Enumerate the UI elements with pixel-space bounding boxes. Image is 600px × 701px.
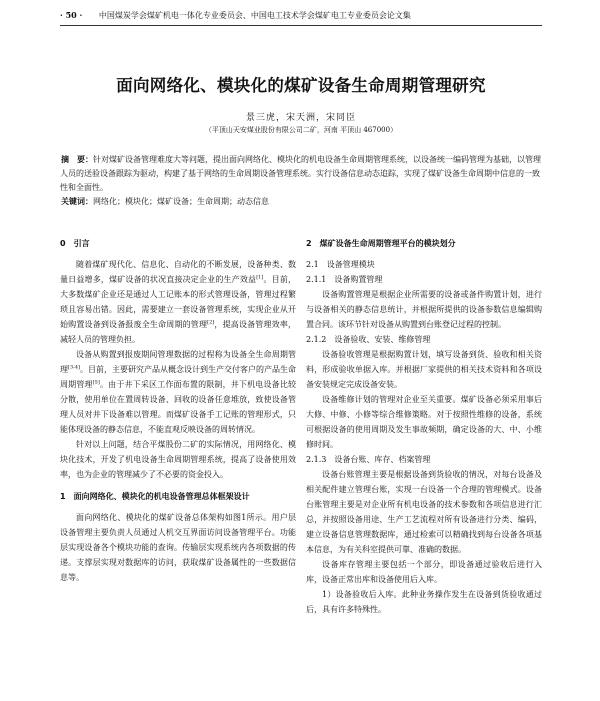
paper-title: 面向网络化、模块化的煤矿设备生命周期管理研究 <box>116 76 486 95</box>
inventory-item-1: 1）设备验收后入库。此种业务操作发生在设备到货验收通过后，具有许多特殊性。 <box>306 590 542 614</box>
citation: [3-4] <box>68 364 80 371</box>
purchase-paragraph: 设备购置管理是根据企业所需要的设备或备件购置计划，进行与设备相关的静态信息统计，并根据所提供的设备参数信息编辑购置合同。该环节针对设备从购置到台账登记过程的控制。 <box>306 290 542 329</box>
abstract-label: 摘 要： <box>61 155 93 164</box>
intro-paragraph-2 <box>60 347 296 437</box>
abstract-block <box>60 153 542 209</box>
keywords-label: 关键词： <box>61 197 93 206</box>
subsection-2-1-2-heading: 2.1.2 设备验收、安装、维修管理 <box>306 335 431 344</box>
citation: [1] <box>256 274 264 281</box>
text-run: 设备从购置到报废期间管理数据的过程称为设备全生命周期管理 <box>60 350 296 374</box>
running-header <box>60 10 540 21</box>
text-run: 。目前，大多数煤矿企业还是通过人工记账本的形式管理设备，管理过程繁琐且容易出错。因此，需要建立一套设备管理系统，实现企业从开始购置设备到设备报废全生命周期的管理 <box>60 275 296 329</box>
subsection-2-1-1-heading: 2.1.1 设备购置管理 <box>306 275 383 284</box>
intro-paragraph-3: 针对以上问题，结合平煤股份二矿的实际情况，用网络化、模块化技术，开发了机电设备生命周期管理系统，提高了设备使用效率，也为企业的管理减少了不必要的资金投入。 <box>60 440 296 479</box>
section-1-heading: 1 面向网络化、模块化的机电设备管理总体框架设计 <box>60 492 250 501</box>
keywords-text: 网络化；模块化；煤矿设备；生命周期；动态信息 <box>93 197 269 206</box>
inventory-paragraph: 设备库存管理主要包括一个部分，即设备通过验收后进行入库，设备正常出库和设备使用后入库。 <box>306 560 542 584</box>
abstract-text: 针对煤矿设备管理难度大等问题，提出面向网络化、模块化的机电设备生命周期管理系统，以设备统一编码管理为基础，以管理人员的送验设备跟踪为驱动，构建了基于网络的生命周期设备管理系统。实行设备信息动态追踪，实现了煤矿设备生命周期中信息的一致性和全面性。 <box>60 155 541 192</box>
ledger-paragraph: 设备台账管理主要是根据设备到货验收的情况，对每台设备及相关配件建立管理台账，实现一台设备一个合理的管理模式。设备台账管理主要是对企业所有机电设备的技术参数和各项信息进行汇总，并按照设备用途、生产工艺流程对所有设备进行分类、编码，建立设备信息管理数据库，通过检索可以精确找到每台设备各项基本信息，为有关科室提供可靠、准确的数据。 <box>306 470 542 554</box>
text-run: 。目前，主要研究产品从概念设计到生产交付客户的产品生命周期管理 <box>60 365 297 389</box>
journal-name: 中国煤炭学会煤矿机电一体化专业委员会、中国电工技术学会煤矿电工专业委员会论文集 <box>98 11 411 20</box>
text-run: ，提高设备管理效率，减轻人员的管理负担。 <box>60 320 297 344</box>
section-2-heading: 2 煤矿设备生命周期管理平台的模块划分 <box>306 239 456 248</box>
right-column <box>306 237 542 617</box>
page-number: · 50 · <box>60 10 83 20</box>
subsection-2-1-heading: 2.1 设备管理模块 <box>306 260 375 269</box>
authors: 景三虎，宋天洲，宋同臣 <box>245 113 356 123</box>
maintenance-paragraph: 设备维修计划的管理对企业至关重要。煤矿设备必须采用事后大修、中修、小修等综合维修策略。对于按照性维修的设备，系统可根据设备的使用周期及发生事故频期，确定设备的大、中、小维修时间。 <box>306 395 542 449</box>
section-1-paragraph: 面向网络化、模块化的煤矿设备总体架构如图1所示。用户层设备管理主要负责人员通过人机交互界面访问设备管理平台。功能层实现设备各个模块功能的查询。传输层实现系统内各项数据的传递。支撑层实现对数据库的访问，获取煤矿设备属性的一些数据信息等。 <box>60 513 296 582</box>
section-0-heading: 0 引言 <box>60 239 90 248</box>
text-run: 随着煤矿现代化、信息化、自动化的不断发展，设备种类、数量日益增多，煤矿设备的状况直接决定企业的生产效益 <box>60 260 296 284</box>
citation: [5] <box>92 379 100 386</box>
left-column <box>60 237 296 585</box>
header-rule <box>60 25 542 26</box>
acceptance-paragraph: 设备验收管理是根据购置计划，填写设备到货、验收和相关资料，形成验收单据入库。并根据厂家提供的相关技术资料和各项设备安装规定完成设备安装。 <box>306 350 542 389</box>
keywords-paragraph <box>60 195 542 209</box>
subsection-2-1-3-heading: 2.1.3 设备台账、库存、档案管理 <box>306 455 431 464</box>
abstract-paragraph <box>60 153 542 195</box>
text-run: 。由于井下采区工作面布置的限制，井下机电设备比较分散，使用单位在置周转设备、回收的设备任意堆放，致使设备管理人员对井下设备难以管理。而煤矿设备手工记账的管理形式，只能体现设备的静态信息，不能直观反映设备的周转情况。 <box>60 380 296 434</box>
intro-paragraph-1 <box>60 257 296 347</box>
citation: [2] <box>207 319 215 326</box>
affiliation: （平顶山天安煤业股份有限公司二矿，河南 平顶山 467000） <box>204 126 398 134</box>
